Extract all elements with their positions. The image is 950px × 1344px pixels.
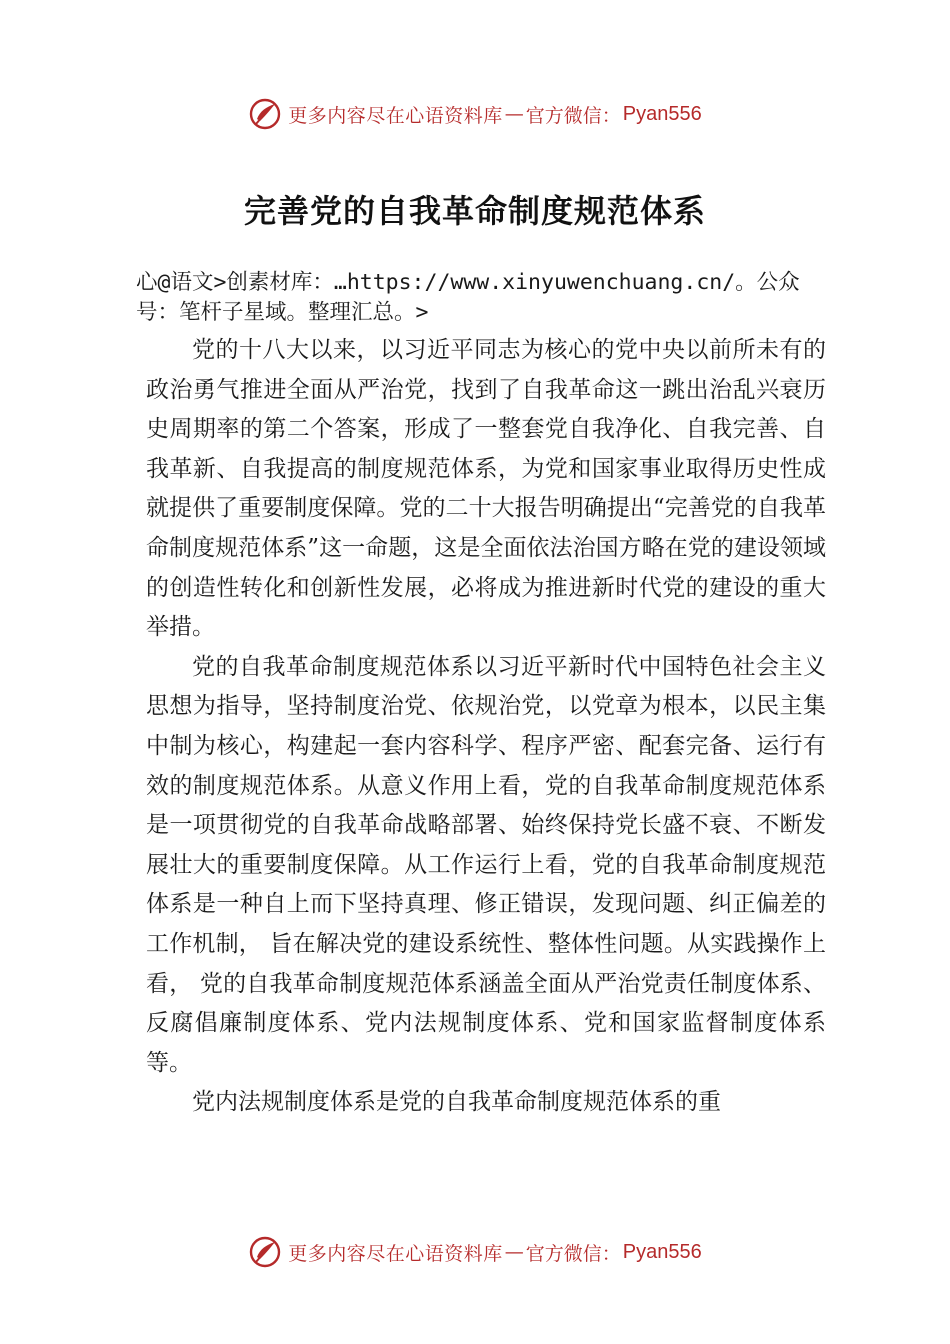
banner-text: 更多内容尽在心语资料库: [288, 104, 503, 127]
banner-contact-label: 官方微信：: [525, 1242, 621, 1265]
paragraph: 党的自我革命制度规范体系以习近平新时代中国特色社会主义思想为指导，坚持制度治党、依规治党，以党章为根本，以民主集中制为核心，构建起一套内容科学、程序严密、配套完备、运行有效的制度规范体系。从意义作用上看，党的自我革命制度规范体系是一项贯彻党的自我革命战略部署、始终保持党长盛不衰、不断发展壮大的重要制度保障。从工作运行上看，党的自我革命制度规范体系是一种自上而下坚持真理、修正错误，发现问题、纠正偏差的工作机制， 旨在解决党的建设系统性、整体性问题。从实践操作上看， 党的自我革命制度规范体系涵盖全面从严治党责任制度体系、反腐倡廉制度体系、党内法规制度体系、党和国家监督制度体系等。: [146, 653, 826, 1076]
paragraph: 党的十八大以来，以习近平同志为核心的党中央以前所未有的政治勇气推进全面从严治党，找到了自我革命这一跳出治乱兴衰历史周期率的第二个答案，形成了一整套党自我净化、自我完善、自我革新、自我提高的制度规范体系，为党和国家事业取得历史性成就提供了重要制度保障。党的二十大报告明确提出“完善党的自我革命制度规范体系”这一命题，这是全面依法治国方略在党的建设领域的创造性转化和创新性发展，必将成为推进新时代党的建设的重大举措。: [146, 337, 826, 641]
banner-contact-id: Pyan556: [622, 102, 702, 125]
banner-contact-label: 官方微信：: [525, 104, 621, 127]
banner-text: 更多内容尽在心语资料库: [288, 1242, 503, 1265]
quill-seal-icon: [248, 97, 282, 131]
quill-seal-icon: [248, 1235, 282, 1269]
banner-contact-id: Pyan556: [622, 1240, 702, 1263]
footer-banner: [0, 1232, 950, 1272]
banner-separator: —: [504, 103, 524, 125]
document-title: 完善党的自我革命制度规范体系: [243, 192, 706, 230]
source-line: 心@语文>创素材库：…https://www.xinyuwenchuang.cn/。公众号：笔杆子星域。整理汇总。>: [136, 270, 800, 325]
paragraph: 党内法规制度体系是党的自我革命制度规范体系的重: [192, 1089, 721, 1116]
document-body: [146, 331, 826, 1123]
banner-separator: —: [504, 1241, 524, 1263]
header-banner: [0, 94, 950, 134]
